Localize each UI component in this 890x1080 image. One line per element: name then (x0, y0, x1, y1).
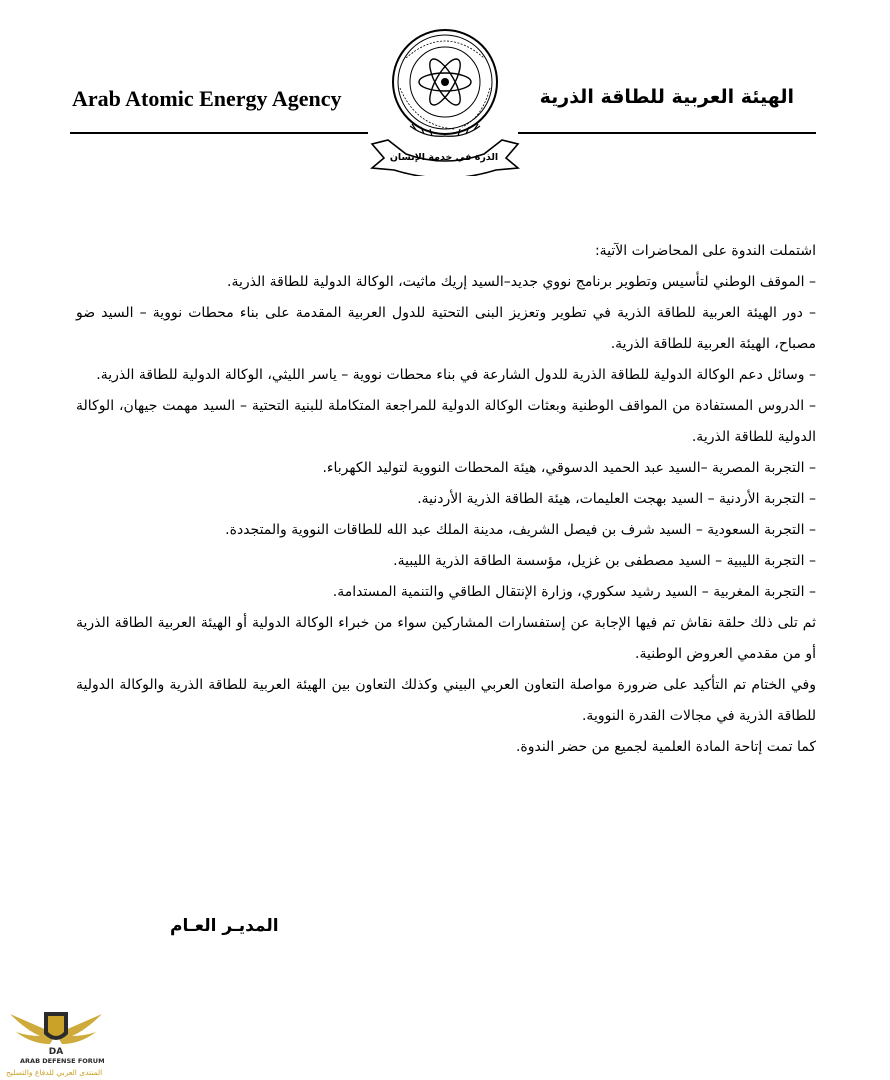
conclusion-paragraph: وفي الختام تم التأكيد على ضرورة مواصلة التعاون العربي البيني وكذلك التعاون بين الهيئة العربية للطاقة الذرية والوكالة الدولية للطاقة الذرية في مجالات القدرة النووية. (76, 677, 816, 724)
lecture-item: – وسائل دعم الوكالة الدولية للطاقة الذرية للدول الشارعة في بناء محطات نووية – ياسر الليثي، الوكالة الدولية للطاقة الذرية. (96, 367, 816, 383)
lecture-item: – الموقف الوطني لتأسيس وتطوير برنامج نووي جديد–السيد إريك ماثيت، الوكالة الدولية للطاقة الذرية. (227, 274, 816, 290)
lecture-item: – التجربة المغربية – السيد رشيد سكوري، وزارة الإنتقال الطاقي والتنمية المستدامة. (332, 584, 816, 600)
signature-title: المديـر العـام (170, 916, 279, 936)
lecture-item: – التجربة السعودية – السيد شرف بن فيصل الشريف، مدينة الملك عبد الله للطاقات النووية والمتجددة. (225, 522, 816, 538)
watermark-badge: DA (48, 1047, 64, 1057)
watermark-label-english: ARAB DEFENSE FORUM (20, 1057, 105, 1065)
logo-motto: الذرة في خدمة الإنسان (389, 152, 499, 163)
document-body (76, 236, 816, 763)
lecture-item: – التجربة الأردنية – السيد بهجت العليمات، هيئة الطاقة الذرية الأردنية. (417, 491, 816, 507)
header-rule-right (518, 132, 816, 134)
lecture-item: – دور الهيئة العربية للطاقة الذرية في تطوير وتعزيز البنى التحتية للدول العربية المقدمة على بناء محطات نووية – السيد ضو مصباح، الهيئة العربية للطاقة الذرية. (76, 305, 816, 352)
header-rule-left (70, 132, 368, 134)
watermark-label-arabic: المنتدى العربي للدفاع والتسليح (6, 1068, 103, 1077)
intro-line: اشتملت الندوة على المحاضرات الآتية: (594, 243, 816, 259)
lecture-item: – التجربة الليبية – السيد مصطفى بن غزيل، مؤسسة الطاقة الذرية الليبية. (393, 553, 816, 569)
org-name-arabic: الهيئة العربية للطاقة الذرية (539, 86, 794, 108)
closing-line: كما تمت إتاحة المادة العلمية لجميع من حضر الندوة. (515, 739, 816, 755)
lecture-item: – الدروس المستفادة من المواقف الوطنية وبعثات الوكالة الدولية للمراجعة المتكاملة للبنية التحتية – السيد مهمت جيهان، الوكالة الدولية للطاقة الذرية. (76, 398, 816, 445)
lecture-item: – التجربة المصرية –السيد عبد الحميد الدسوقي، هيئة المحطات النووية لتوليد الكهرباء. (322, 460, 816, 476)
discussion-paragraph: ثم تلى ذلك حلقة نقاش تم فيها الإجابة عن إستفسارات المشاركين سواء من خبراء الوكالة الدولية أو الهيئة العربية الطاقة الذرية أو من مقدمي العروض الوطنية. (76, 615, 816, 662)
org-name-english: Arab Atomic Energy Agency (72, 86, 342, 111)
